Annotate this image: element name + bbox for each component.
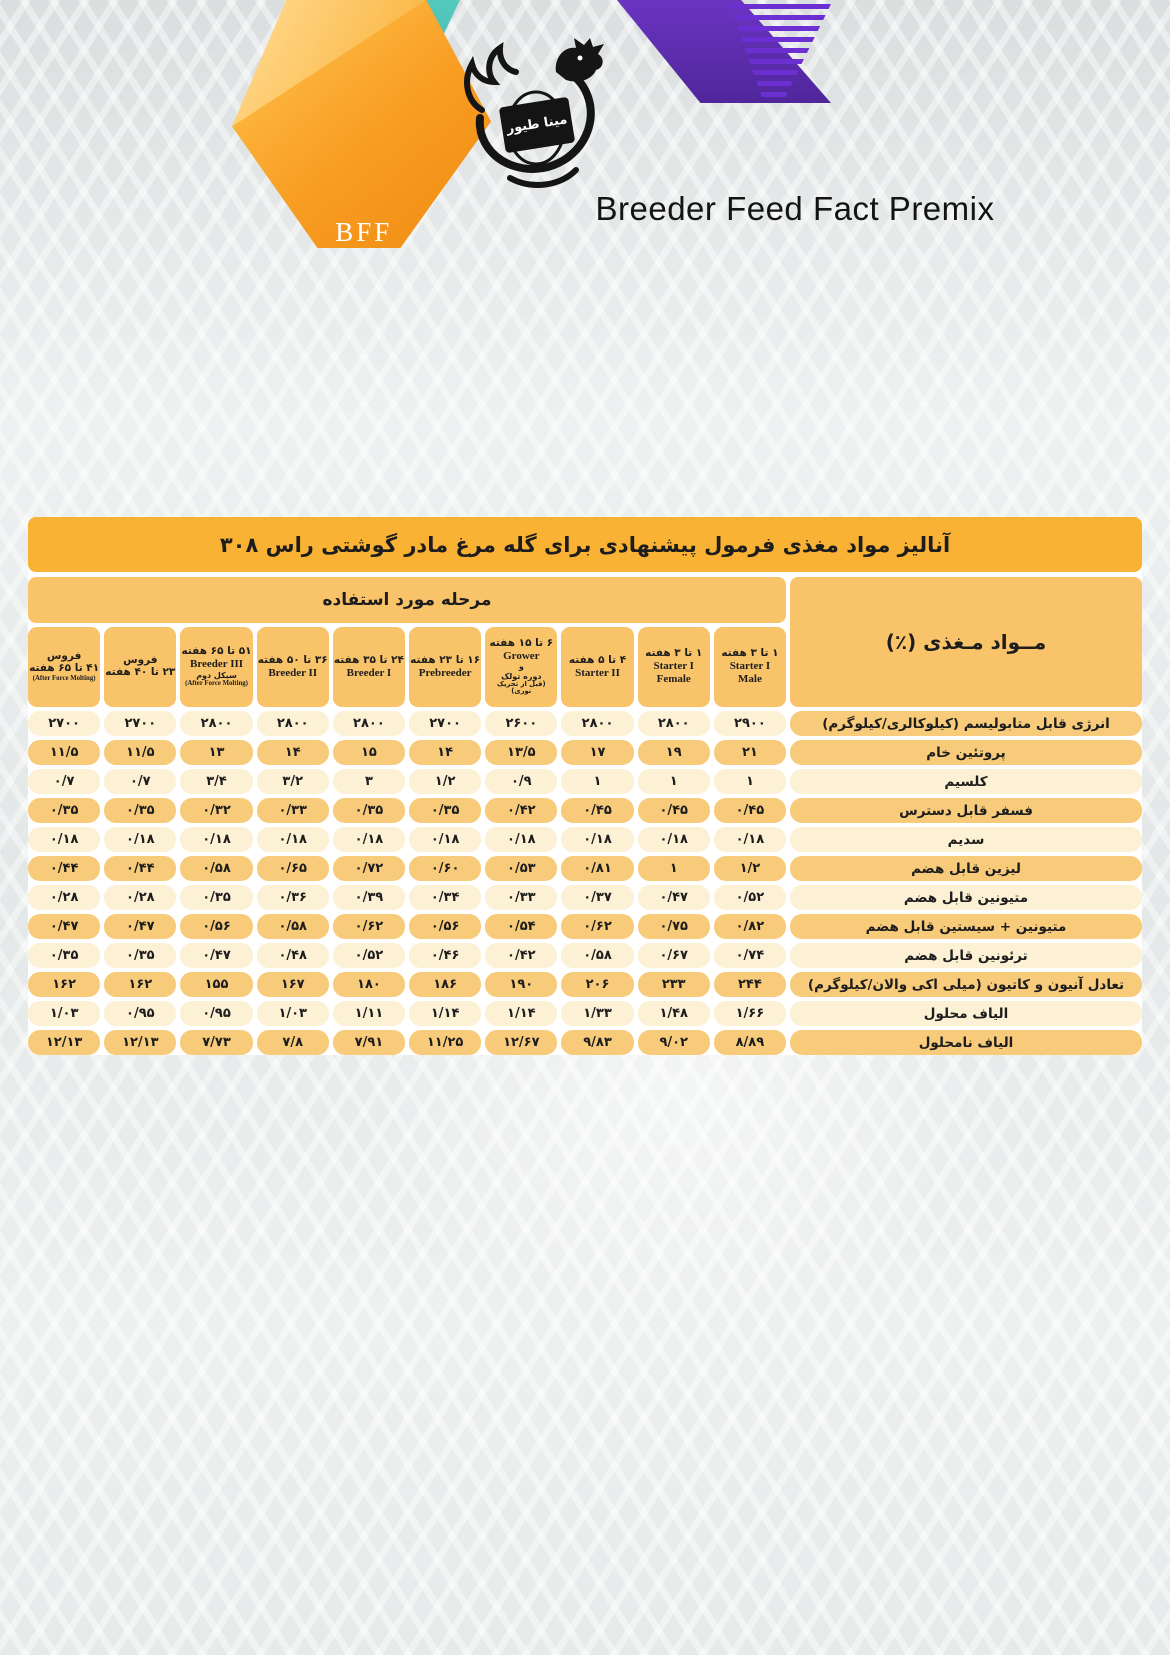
- value-cell: ۰/۹۵: [104, 1001, 176, 1026]
- value-cell: ۰/۶۲: [333, 914, 405, 939]
- value-cell: ۰/۷۲: [333, 856, 405, 881]
- header-decoration: [0, 0, 1170, 330]
- column-header-starter2: [561, 627, 633, 707]
- value-cell: ۰/۲۸: [104, 885, 176, 910]
- rooster-logo-icon: [452, 36, 612, 196]
- column-header-force-23-40: [104, 627, 176, 707]
- column-header-line: Grower: [503, 649, 540, 662]
- column-header-line: ۲۴ تا ۳۵ هفته: [333, 653, 404, 666]
- row-label: متیونین قابل هضم: [790, 885, 1142, 910]
- row-label: ترئونین قابل هضم: [790, 943, 1142, 968]
- value-cell: ۱: [714, 769, 786, 794]
- value-cell: ۱۴: [257, 740, 329, 765]
- value-cell: ۰/۴۵: [561, 798, 633, 823]
- row-label: پروتئین خام: [790, 740, 1142, 765]
- column-header-grower: [485, 627, 557, 707]
- row-label: کلسیم: [790, 769, 1142, 794]
- nutrition-table: [28, 517, 1142, 1055]
- table-title: آنالیز مواد مغذی فرمول پیشنهادی برای گله مرغ مادر گوشتی راس ۳۰۸: [28, 517, 1142, 572]
- value-cell: ۰/۴۲: [485, 798, 557, 823]
- column-header-line: ۵۱ تا ۶۵ هفته: [181, 645, 252, 658]
- value-cell: ۰/۱۸: [638, 827, 710, 852]
- column-header-line: Starter II: [575, 666, 620, 679]
- value-cell: ۲۸۰۰: [180, 711, 252, 736]
- value-cell: ۰/۶۵: [257, 856, 329, 881]
- column-header-breeder3: [180, 627, 252, 707]
- value-cell: ۰/۵۸: [257, 914, 329, 939]
- value-cell: ۱۱/۵: [28, 740, 100, 765]
- value-cell: ۰/۷: [28, 769, 100, 794]
- column-header-line: ۴ تا ۵ هفته: [568, 653, 627, 666]
- value-cell: ۲۴۴: [714, 972, 786, 997]
- value-cell: ۰/۴۷: [180, 943, 252, 968]
- value-cell: ۰/۶۲: [561, 914, 633, 939]
- value-cell: ۱۸۰: [333, 972, 405, 997]
- value-cell: ۷/۷۳: [180, 1030, 252, 1055]
- value-cell: ۱۴: [409, 740, 481, 765]
- value-cell: ۰/۱۸: [561, 827, 633, 852]
- column-header-line: (After Force Molting): [32, 675, 96, 683]
- value-cell: ۰/۵۲: [333, 943, 405, 968]
- value-cell: ۱۲/۱۳: [104, 1030, 176, 1055]
- value-cell: ۰/۴۲: [485, 943, 557, 968]
- row-label: متیونین + سیستین قابل هضم: [790, 914, 1142, 939]
- column-header-line: ۱۶ تا ۲۳ هفته: [410, 653, 481, 666]
- column-header-line: Prebreeder: [418, 666, 472, 679]
- value-cell: ۰/۹۵: [180, 1001, 252, 1026]
- value-cell: ۰/۳۹: [333, 885, 405, 910]
- value-cell: ۲۰۶: [561, 972, 633, 997]
- row-label: سدیم: [790, 827, 1142, 852]
- value-cell: ۰/۴۸: [257, 943, 329, 968]
- value-cell: ۱۹: [638, 740, 710, 765]
- column-header-line: و: [518, 662, 524, 672]
- value-cell: ۱/۱۴: [485, 1001, 557, 1026]
- value-cell: ۹/۸۳: [561, 1030, 633, 1055]
- value-cell: ۲۱: [714, 740, 786, 765]
- row-label: الیاف نامحلول: [790, 1030, 1142, 1055]
- value-cell: ۳: [333, 769, 405, 794]
- value-cell: ۷/۹۱: [333, 1030, 405, 1055]
- value-cell: ۱۵: [333, 740, 405, 765]
- value-cell: ۰/۱۸: [714, 827, 786, 852]
- value-cell: ۰/۷: [104, 769, 176, 794]
- value-cell: ۰/۳۵: [333, 798, 405, 823]
- row-label: انرژی قابل متابولیسم (کیلوکالری/کیلوگرم): [790, 711, 1142, 736]
- row-label: فسفر قابل دسترس: [790, 798, 1142, 823]
- value-cell: ۰/۵۸: [180, 856, 252, 881]
- value-cell: ۱/۶۶: [714, 1001, 786, 1026]
- row-label: الیاف محلول: [790, 1001, 1142, 1026]
- value-cell: ۳/۴: [180, 769, 252, 794]
- value-cell: ۰/۷۴: [714, 943, 786, 968]
- value-cell: ۱۱/۵: [104, 740, 176, 765]
- value-cell: ۰/۵۳: [485, 856, 557, 881]
- value-cell: ۰/۴۶: [409, 943, 481, 968]
- value-cell: ۰/۵۸: [561, 943, 633, 968]
- value-cell: ۱۶۲: [104, 972, 176, 997]
- value-cell: ۱۵۵: [180, 972, 252, 997]
- value-cell: ۲۷۰۰: [409, 711, 481, 736]
- column-header-starter1-male: [714, 627, 786, 707]
- row-label: لیزین قابل هضم: [790, 856, 1142, 881]
- column-header-line: فروس: [46, 650, 82, 663]
- column-header-line: ۱ تا ۳ هفته: [721, 647, 779, 660]
- value-cell: ۰/۳۳: [257, 798, 329, 823]
- row-label: تعادل آنیون و کاتیون (میلی اکی والان/کیلوگرم): [790, 972, 1142, 997]
- brand-monogram: BFF: [335, 217, 393, 247]
- nutrients-header: مــواد مـغذی (٪): [790, 577, 1142, 707]
- value-cell: ۰/۴۵: [714, 798, 786, 823]
- value-cell: ۱/۱۴: [409, 1001, 481, 1026]
- value-cell: ۰/۸۲: [714, 914, 786, 939]
- value-cell: ۱۷: [561, 740, 633, 765]
- value-cell: ۱/۱۱: [333, 1001, 405, 1026]
- value-cell: ۰/۵۲: [714, 885, 786, 910]
- value-cell: ۰/۳۶: [257, 885, 329, 910]
- value-cell: ۰/۳۷: [561, 885, 633, 910]
- column-header-force-41-65: [28, 627, 100, 707]
- column-header-starter1-female: [638, 627, 710, 707]
- value-cell: ۰/۶۰: [409, 856, 481, 881]
- value-cell: ۱۲/۶۷: [485, 1030, 557, 1055]
- value-cell: ۱/۲: [714, 856, 786, 881]
- value-cell: ۱۶۲: [28, 972, 100, 997]
- page-title: Breeder Feed Fact Premix: [595, 190, 995, 227]
- value-cell: ۰/۳۵: [180, 885, 252, 910]
- value-cell: ۰/۴۷: [104, 914, 176, 939]
- value-cell: ۲۷۰۰: [104, 711, 176, 736]
- value-cell: ۰/۴۴: [104, 856, 176, 881]
- value-cell: ۱۲/۱۳: [28, 1030, 100, 1055]
- value-cell: ۳/۲: [257, 769, 329, 794]
- column-header-breeder1: [333, 627, 405, 707]
- value-cell: ۹/۰۲: [638, 1030, 710, 1055]
- value-cell: ۰/۱۸: [180, 827, 252, 852]
- stage-header: مرحله مورد استفاده: [28, 577, 786, 623]
- value-cell: ۰/۳۵: [104, 943, 176, 968]
- value-cell: ۰/۳۵: [409, 798, 481, 823]
- value-cell: ۰/۴۴: [28, 856, 100, 881]
- column-header-line: Female: [656, 672, 691, 685]
- logo-wordmark: مینا طیور: [499, 97, 575, 153]
- column-header-line: Starter I: [653, 660, 694, 673]
- column-header-line: ۴۱ تا ۶۵ هفته: [29, 662, 100, 675]
- column-header-breeder2: [257, 627, 329, 707]
- column-header-line: ۲۳ تا ۴۰ هفته: [105, 666, 176, 678]
- value-cell: ۰/۱۸: [104, 827, 176, 852]
- value-cell: ۰/۴۷: [28, 914, 100, 939]
- value-cell: ۰/۳۵: [104, 798, 176, 823]
- value-cell: ۱۱/۲۵: [409, 1030, 481, 1055]
- value-cell: ۰/۵۶: [409, 914, 481, 939]
- value-cell: ۲۳۳: [638, 972, 710, 997]
- value-cell: ۱: [638, 769, 710, 794]
- value-cell: ۱۸۶: [409, 972, 481, 997]
- value-cell: ۰/۱۸: [333, 827, 405, 852]
- value-cell: ۲۶۰۰: [485, 711, 557, 736]
- column-header-prebreeder: [409, 627, 481, 707]
- column-header-line: ۶ تا ۱۵ هفته: [489, 636, 554, 649]
- value-cell: ۱: [561, 769, 633, 794]
- value-cell: ۰/۲۸: [28, 885, 100, 910]
- column-header-line: (After Force Molting): [185, 679, 248, 687]
- value-cell: ۰/۱۸: [257, 827, 329, 852]
- column-header-line: ۱ تا ۳ هفته: [645, 647, 703, 660]
- value-cell: ۰/۸۱: [561, 856, 633, 881]
- column-header-line: ۳۶ تا ۵۰ هفته: [257, 653, 328, 666]
- value-cell: ۲۷۰۰: [28, 711, 100, 736]
- purple-triangle-decoration: [617, 0, 831, 103]
- value-cell: ۲۸۰۰: [561, 711, 633, 736]
- column-header-line: فروس: [123, 654, 158, 667]
- value-cell: ۰/۳۵: [28, 943, 100, 968]
- value-cell: ۰/۱۸: [485, 827, 557, 852]
- table-grid: [28, 577, 1142, 1055]
- column-header-line: Breeder I: [346, 666, 392, 679]
- value-cell: ۱/۴۸: [638, 1001, 710, 1026]
- value-cell: ۰/۴۷: [638, 885, 710, 910]
- value-cell: ۲۸۰۰: [257, 711, 329, 736]
- column-header-line: (قبل از تحریک نوری): [497, 679, 546, 696]
- value-cell: ۰/۵۴: [485, 914, 557, 939]
- column-header-line: دوره تولک: [501, 671, 542, 681]
- value-cell: ۱/۰۳: [28, 1001, 100, 1026]
- value-cell: ۰/۵۶: [180, 914, 252, 939]
- value-cell: ۲۸۰۰: [638, 711, 710, 736]
- value-cell: ۱/۳۳: [561, 1001, 633, 1026]
- value-cell: ۰/۴۵: [638, 798, 710, 823]
- value-cell: ۰/۳۲: [180, 798, 252, 823]
- value-cell: ۱۶۷: [257, 972, 329, 997]
- value-cell: ۷/۸: [257, 1030, 329, 1055]
- value-cell: ۱۳/۵: [485, 740, 557, 765]
- value-cell: ۰/۱۸: [28, 827, 100, 852]
- value-cell: ۱۹۰: [485, 972, 557, 997]
- column-header-line: Breeder III: [189, 658, 244, 671]
- value-cell: ۰/۹: [485, 769, 557, 794]
- value-cell: ۰/۳۵: [28, 798, 100, 823]
- column-header-line: سیکل دوم: [196, 670, 237, 680]
- column-header-line: Starter I: [729, 660, 771, 673]
- value-cell: ۲۸۰۰: [333, 711, 405, 736]
- value-cell: ۱/۰۳: [257, 1001, 329, 1026]
- value-cell: ۰/۱۸: [409, 827, 481, 852]
- column-header-line: Male: [738, 672, 762, 685]
- value-cell: ۱۳: [180, 740, 252, 765]
- value-cell: ۰/۶۷: [638, 943, 710, 968]
- value-cell: ۰/۳۳: [485, 885, 557, 910]
- value-cell: ۱: [638, 856, 710, 881]
- value-cell: ۰/۳۴: [409, 885, 481, 910]
- value-cell: ۱/۲: [409, 769, 481, 794]
- value-cell: ۰/۷۵: [638, 914, 710, 939]
- value-cell: ۸/۸۹: [714, 1030, 786, 1055]
- column-header-line: Breeder II: [268, 666, 318, 679]
- value-cell: ۲۹۰۰: [714, 711, 786, 736]
